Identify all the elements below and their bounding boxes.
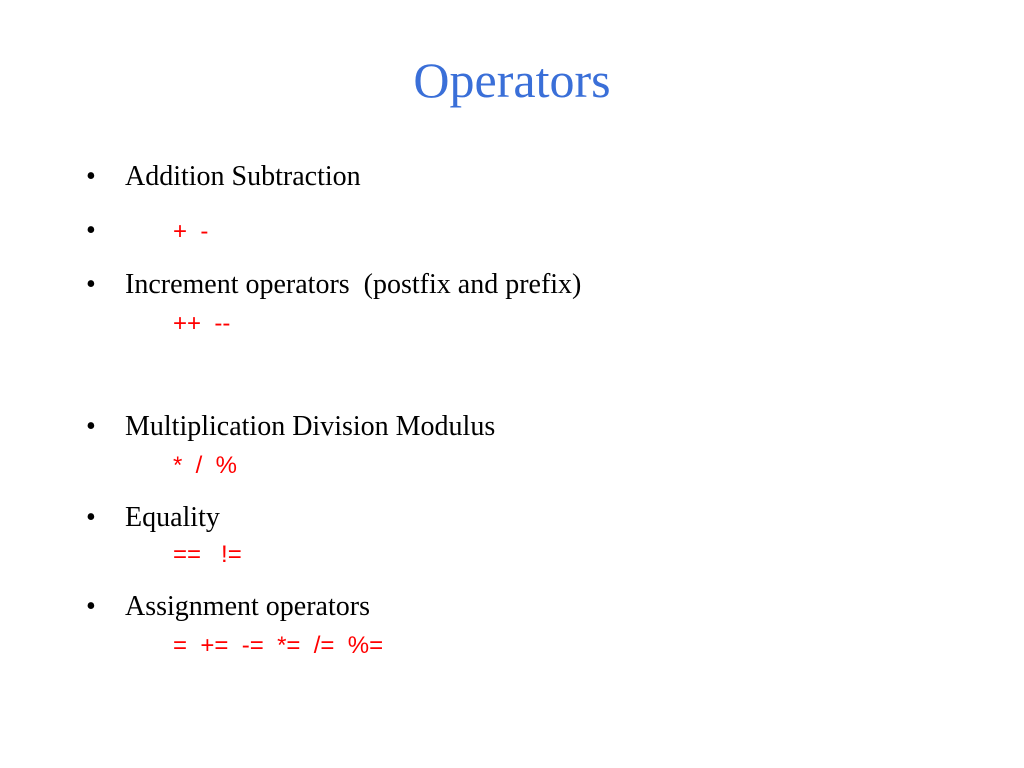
bullet-marker: • — [86, 215, 96, 246]
operators-equality: == != — [173, 541, 242, 568]
bullet-marker: • — [86, 161, 96, 192]
slide-title: Operators — [413, 52, 611, 108]
operators-increment: ++ -- — [173, 310, 231, 337]
operators-assignment: = += -= *= /= %= — [173, 632, 384, 659]
bullet-label-multiplication: Multiplication Division Modulus — [125, 411, 496, 442]
operators-add-sub: + - — [173, 218, 209, 245]
bullet-marker: • — [86, 502, 96, 533]
bullet-label-increment: Increment operators (postfix and prefix) — [125, 269, 582, 300]
bullet-marker: • — [86, 269, 96, 300]
bullet-label-addition-subtraction: Addition Subtraction — [125, 161, 361, 192]
bullet-marker: • — [86, 411, 96, 442]
bullet-label-assignment: Assignment operators — [125, 591, 370, 622]
operators-multiplication: * / % — [173, 452, 238, 479]
bullet-marker: • — [86, 591, 96, 622]
bullet-label-equality: Equality — [125, 502, 220, 533]
